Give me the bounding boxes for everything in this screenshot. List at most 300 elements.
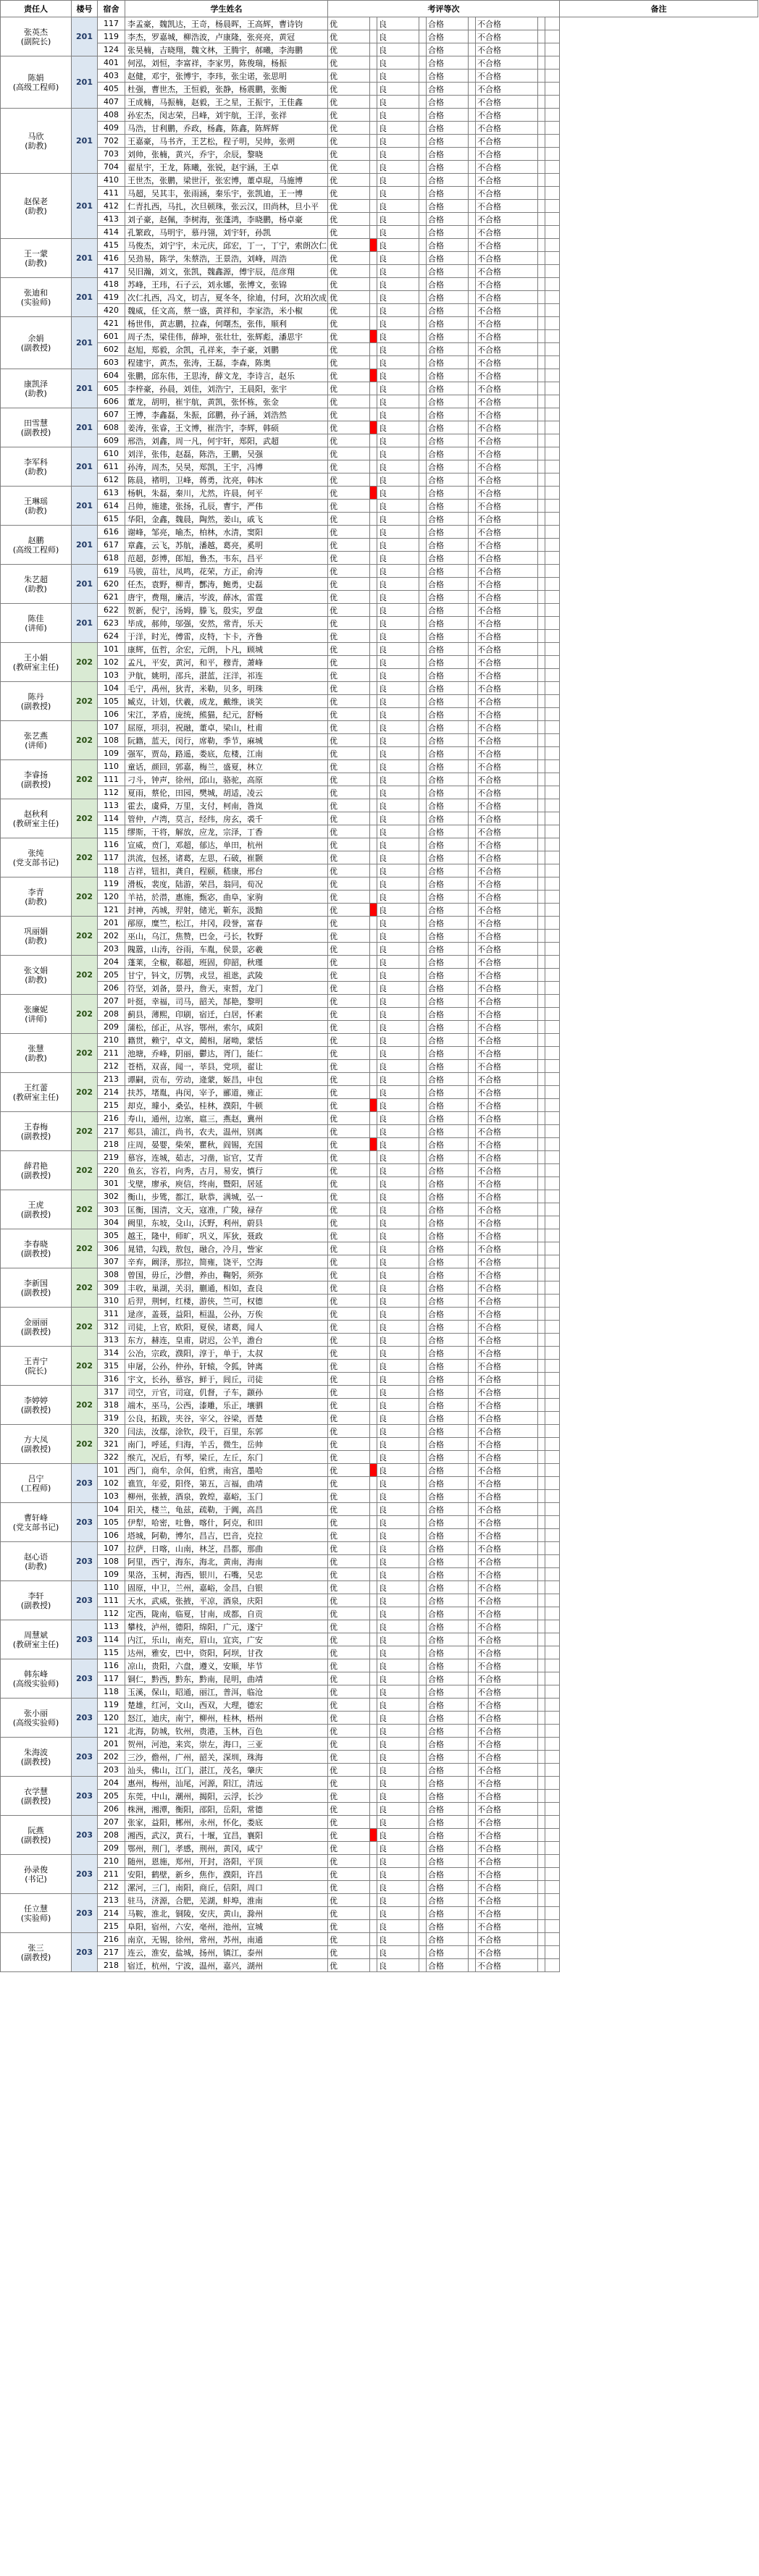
grade-label-c: 合格 [427,1438,469,1451]
grade-label-b: 良 [377,1920,419,1933]
student-names: 尹航，姚明，邵兵，湛蓝，汪洋，祁连 [125,669,328,682]
grade-label-c: 合格 [427,291,469,304]
grade-swatch [538,1203,545,1216]
note-cell [545,122,560,135]
grade-label-c: 合格 [427,682,469,695]
dorm-number: 203 [98,943,125,956]
building-number: 202 [72,1386,98,1425]
grade-swatch [538,43,545,56]
student-names: 王世杰，张鹏，梁世汗，张宏博，董卓琨，马施博 [125,174,328,187]
grade-label-a: 优 [328,1959,370,1972]
grade-swatch [538,135,545,148]
grade-swatch [469,799,476,812]
grade-label-c: 合格 [427,1790,469,1803]
grade-label-c: 合格 [427,1816,469,1829]
note-cell [545,161,560,174]
table-row [1,382,758,395]
grade-swatch [419,1725,427,1738]
grade-label-c: 合格 [427,1646,469,1659]
dorm-number: 206 [98,1803,125,1816]
grade-swatch [469,1060,476,1073]
grade-swatch [469,526,476,539]
grade-label-b: 良 [377,643,419,656]
note-cell [545,1216,560,1229]
grade-swatch [538,1803,545,1816]
table-row [1,135,758,148]
grade-label-c: 合格 [427,1933,469,1946]
grade-label-b: 良 [377,630,419,643]
grade-label-d: 不合格 [476,1151,538,1164]
grade-swatch [370,630,377,643]
grade-swatch [370,917,377,930]
grade-label-a: 优 [328,1842,370,1855]
grade-swatch [419,1881,427,1894]
grade-swatch [469,1073,476,1086]
note-cell [545,30,560,43]
grade-label-b: 良 [377,187,419,200]
grade-swatch [538,1907,545,1920]
grade-label-d: 不合格 [476,161,538,174]
grade-swatch [538,330,545,343]
grade-swatch [538,1490,545,1503]
grade-swatch [469,1099,476,1112]
table-row [1,838,758,851]
grade-label-d: 不合格 [476,1425,538,1438]
grade-swatch [419,812,427,825]
grade-label-b: 良 [377,148,419,161]
grade-label-d: 不合格 [476,1164,538,1177]
table-row [1,1959,758,1972]
grade-swatch [419,864,427,877]
grade-swatch [469,1594,476,1607]
grade-swatch [370,682,377,695]
responsible-person: 王春梅 (副教授) [1,1112,72,1151]
grade-label-a: 优 [328,1360,370,1373]
grade-label-c: 合格 [427,369,469,382]
grade-label-b: 良 [377,1203,419,1216]
grade-swatch [538,1399,545,1412]
table-row [1,1920,758,1933]
grade-label-b: 良 [377,304,419,317]
grade-label-b: 良 [377,408,419,421]
grade-swatch [469,1659,476,1672]
grade-label-c: 合格 [427,760,469,773]
table-row [1,1764,758,1777]
grade-label-d: 不合格 [476,213,538,226]
grade-label-b: 良 [377,1725,419,1738]
building-number: 202 [72,1229,98,1268]
student-names: 杨帆，朱磊，秦川，尤然，许晨，何平 [125,487,328,500]
grade-swatch [419,695,427,708]
grade-swatch [419,487,427,500]
note-cell [545,838,560,851]
grade-label-d: 不合格 [476,851,538,864]
table-row [1,1047,758,1060]
grade-label-c: 合格 [427,421,469,434]
student-names: 谭嗣，贡布，劳动，逄蒙，姬昌，申包 [125,1073,328,1086]
grade-swatch [370,434,377,447]
table-row [1,799,758,812]
grade-label-a: 优 [328,708,370,721]
grade-swatch [419,526,427,539]
table-row [1,1607,758,1620]
grade-swatch [370,773,377,786]
note-cell [545,343,560,356]
grade-label-b: 良 [377,1151,419,1164]
student-names: 慕容，连城，茹志，习凿，宦官，艾青 [125,1151,328,1164]
student-names: 毕成，郝帅，邬强，安然，常青，乐天 [125,617,328,630]
table-row [1,434,758,447]
grade-label-a: 优 [328,1308,370,1321]
grade-label-b: 良 [377,604,419,617]
table-row [1,1790,758,1803]
grade-swatch [469,265,476,278]
grade-swatch [370,1216,377,1229]
grade-swatch [419,1490,427,1503]
grade-swatch [538,1099,545,1112]
grade-swatch [419,187,427,200]
note-cell [545,552,560,565]
grade-swatch [469,1360,476,1373]
grade-swatch [538,1164,545,1177]
grade-swatch [538,265,545,278]
table-row [1,369,758,382]
table-row [1,565,758,578]
grade-swatch [370,1047,377,1060]
table-row [1,109,758,122]
table-row [1,1451,758,1464]
table-row [1,487,758,500]
responsible-person: 张廉妮 (讲师) [1,995,72,1034]
grade-label-a: 优 [328,891,370,904]
grade-swatch [538,83,545,96]
grade-swatch [469,1894,476,1907]
grade-label-d: 不合格 [476,552,538,565]
grade-label-c: 合格 [427,695,469,708]
grade-swatch [370,1803,377,1816]
student-names: 阮籍，蓝天，闵行，席勒，季节，麻城 [125,734,328,747]
grade-swatch [538,513,545,526]
grade-swatch [538,213,545,226]
building-number: 201 [72,565,98,604]
grade-swatch [370,825,377,838]
grade-label-d: 不合格 [476,1412,538,1425]
grade-label-d: 不合格 [476,317,538,330]
grade-label-c: 合格 [427,604,469,617]
grade-swatch [419,995,427,1008]
dorm-number: 101 [98,1464,125,1477]
dorm-number: 118 [98,864,125,877]
grade-swatch [370,1242,377,1255]
grade-swatch [370,252,377,265]
grade-label-b: 良 [377,1308,419,1321]
grade-swatch [370,1542,377,1555]
dorm-number: 119 [98,877,125,891]
grade-label-b: 良 [377,317,419,330]
grade-label-a: 优 [328,526,370,539]
student-names: 李孟豪，魏凯达，王奇，杨晨晖，王高辉，曹诗钧 [125,17,328,30]
responsible-person: 陈丹 (副教授) [1,682,72,721]
grade-label-b: 良 [377,747,419,760]
grade-label-b: 良 [377,343,419,356]
grade-label-d: 不合格 [476,578,538,591]
grade-swatch [469,1229,476,1242]
grade-swatch [419,1216,427,1229]
grade-label-b: 良 [377,1607,419,1620]
note-cell [545,1321,560,1334]
note-cell [545,460,560,473]
grade-label-b: 良 [377,591,419,604]
grade-swatch [469,460,476,473]
grade-swatch [419,630,427,643]
note-cell [545,1268,560,1281]
grade-swatch [419,1255,427,1268]
table-row [1,278,758,291]
grade-swatch [419,330,427,343]
grade-label-c: 合格 [427,669,469,682]
grade-label-d: 不合格 [476,369,538,382]
grade-label-c: 合格 [427,382,469,395]
grade-swatch [419,682,427,695]
grade-label-a: 优 [328,96,370,109]
grade-swatch [370,1034,377,1047]
dorm-number: 118 [98,1685,125,1699]
note-cell [545,1190,560,1203]
grade-label-d: 不合格 [476,434,538,447]
table-row [1,1164,758,1177]
responsible-person: 赵鹏 (高级工程师) [1,526,72,565]
grade-swatch [469,643,476,656]
grade-label-a: 优 [328,682,370,695]
student-names: 杜强，曹世杰，王恒毅，张静，杨震鹏，张衡 [125,83,328,96]
grade-swatch [370,1399,377,1412]
building-number: 203 [72,1581,98,1620]
grade-label-d: 不合格 [476,1816,538,1829]
grade-label-c: 合格 [427,1907,469,1920]
dorm-number: 413 [98,213,125,226]
grade-label-a: 优 [328,1347,370,1360]
grade-label-b: 良 [377,1425,419,1438]
grade-label-a: 优 [328,552,370,565]
grade-swatch [538,447,545,460]
grade-swatch [538,1308,545,1321]
grade-swatch [370,760,377,773]
grade-swatch [538,1386,545,1399]
table-row [1,421,758,434]
student-names: 管仲，卢湾，莫言，经纬，房玄，裘千 [125,812,328,825]
grade-label-b: 良 [377,1360,419,1373]
grade-swatch [419,1321,427,1334]
dorm-number: 409 [98,122,125,135]
grade-swatch [538,1503,545,1516]
grade-swatch [538,356,545,369]
dorm-number: 209 [98,1021,125,1034]
grade-swatch [419,578,427,591]
grade-swatch [419,213,427,226]
student-names: 周子杰，梁佳伟，薛坤，张壮壮，张辉彪，潘思宇 [125,330,328,343]
grade-label-c: 合格 [427,330,469,343]
student-names: 公冶，宗政，濮阳，淳于，单于，太叔 [125,1347,328,1360]
dorm-number: 218 [98,1959,125,1972]
grade-swatch [419,760,427,773]
grade-label-d: 不合格 [476,1777,538,1790]
student-names: 玉溪，保山，昭通，丽江，普洱，临沧 [125,1685,328,1699]
building-number: 202 [72,643,98,682]
dorm-number: 408 [98,109,125,122]
grade-label-a: 优 [328,1816,370,1829]
grade-label-a: 优 [328,1672,370,1685]
grade-swatch [419,252,427,265]
grade-swatch [469,1399,476,1412]
grade-label-d: 不合格 [476,109,538,122]
grade-label-c: 合格 [427,447,469,460]
grade-label-c: 合格 [427,395,469,408]
table-row [1,1594,758,1607]
dorm-number: 201 [98,917,125,930]
student-names: 阜阳，宿州，六安，亳州，池州，宣城 [125,1920,328,1933]
grade-swatch [538,656,545,669]
grade-label-c: 合格 [427,1946,469,1959]
grade-label-a: 优 [328,382,370,395]
note-cell [545,526,560,539]
grade-label-d: 不合格 [476,656,538,669]
grade-swatch [370,460,377,473]
grade-label-b: 良 [377,1112,419,1125]
grade-label-c: 合格 [427,1295,469,1308]
building-number: 202 [72,838,98,877]
student-names: 羊祜，於潜，惠施，甄宓，曲阜，家驹 [125,891,328,904]
dorm-number: 410 [98,174,125,187]
grade-swatch [370,1581,377,1594]
dorm-number: 103 [98,1490,125,1503]
grade-swatch [370,265,377,278]
table-row [1,30,758,43]
table-row [1,1073,758,1086]
table-row [1,1112,758,1125]
grade-swatch [469,1581,476,1594]
note-cell [545,1177,560,1190]
grade-swatch [538,1047,545,1060]
grade-swatch [538,1060,545,1073]
grade-swatch [419,513,427,526]
grade-swatch [370,956,377,969]
grade-swatch [370,1829,377,1842]
grade-swatch [469,200,476,213]
grade-swatch [538,1751,545,1764]
grade-swatch [538,70,545,83]
grade-label-b: 良 [377,682,419,695]
grade-label-d: 不合格 [476,643,538,656]
grade-label-b: 良 [377,1347,419,1360]
note-cell [545,421,560,434]
responsible-person: 李轩 (副教授) [1,1581,72,1620]
grade-swatch [538,708,545,721]
student-names: 滑板，裴度，陆游，荣昌，翁同，荀况 [125,877,328,891]
dorm-number: 613 [98,487,125,500]
table-row [1,734,758,747]
note-cell [545,1034,560,1047]
grade-label-d: 不合格 [476,408,538,421]
grade-label-b: 良 [377,1555,419,1568]
grade-swatch [538,1464,545,1477]
grade-swatch [419,956,427,969]
table-row [1,643,758,656]
grade-swatch [419,1920,427,1933]
grade-label-a: 优 [328,1229,370,1242]
grade-swatch [469,1633,476,1646]
grade-label-d: 不合格 [476,1855,538,1868]
grade-label-a: 优 [328,291,370,304]
note-cell [545,1607,560,1620]
grade-label-c: 合格 [427,565,469,578]
grade-swatch [419,1281,427,1295]
grade-label-d: 不合格 [476,617,538,630]
responsible-person: 王虎 (副教授) [1,1190,72,1229]
table-row [1,1177,758,1190]
dorm-number: 116 [98,1659,125,1672]
student-names: 次仁扎西，冯文，切吉，夏冬冬，徐迪，付珂，次珀次成 [125,291,328,304]
table-row [1,1060,758,1073]
dorm-number: 407 [98,96,125,109]
grade-label-a: 优 [328,1164,370,1177]
grade-label-a: 优 [328,930,370,943]
grade-swatch [419,1242,427,1255]
grade-label-d: 不合格 [476,1764,538,1777]
grade-label-a: 优 [328,265,370,278]
dorm-number: 105 [98,695,125,708]
grade-label-c: 合格 [427,995,469,1008]
grade-label-c: 合格 [427,1412,469,1425]
dorm-number: 311 [98,1308,125,1321]
grade-swatch [469,1268,476,1281]
grade-swatch [469,1321,476,1334]
grade-swatch [469,487,476,500]
note-cell [545,1334,560,1347]
table-row [1,1347,758,1360]
note-cell [545,513,560,526]
grade-swatch [419,1151,427,1164]
table-row [1,526,758,539]
dorm-number: 217 [98,1946,125,1959]
student-names: 随州，恩施，郑州，开封，洛阳，平顶 [125,1855,328,1868]
note-cell [545,148,560,161]
dorm-number: 210 [98,1034,125,1047]
grade-label-c: 合格 [427,617,469,630]
grade-label-b: 良 [377,1803,419,1816]
grade-label-b: 良 [377,656,419,669]
grade-label-d: 不合格 [476,83,538,96]
grade-label-a: 优 [328,473,370,487]
note-cell [545,591,560,604]
note-cell [545,1503,560,1516]
grade-label-a: 优 [328,135,370,148]
grade-label-c: 合格 [427,226,469,239]
table-row [1,1464,758,1477]
grade-label-a: 优 [328,17,370,30]
grade-swatch [469,1881,476,1894]
grade-swatch [538,1229,545,1242]
note-cell [545,1672,560,1685]
grade-swatch [469,96,476,109]
grade-swatch [538,1568,545,1581]
grade-swatch [419,1295,427,1308]
grade-label-a: 优 [328,1620,370,1633]
student-names: 曾国，毋丘，沙僧，养由，鞠躬，须弥 [125,1268,328,1281]
grade-swatch [469,1373,476,1386]
note-cell [545,1894,560,1907]
grade-label-c: 合格 [427,552,469,565]
dorm-number: 216 [98,1933,125,1946]
